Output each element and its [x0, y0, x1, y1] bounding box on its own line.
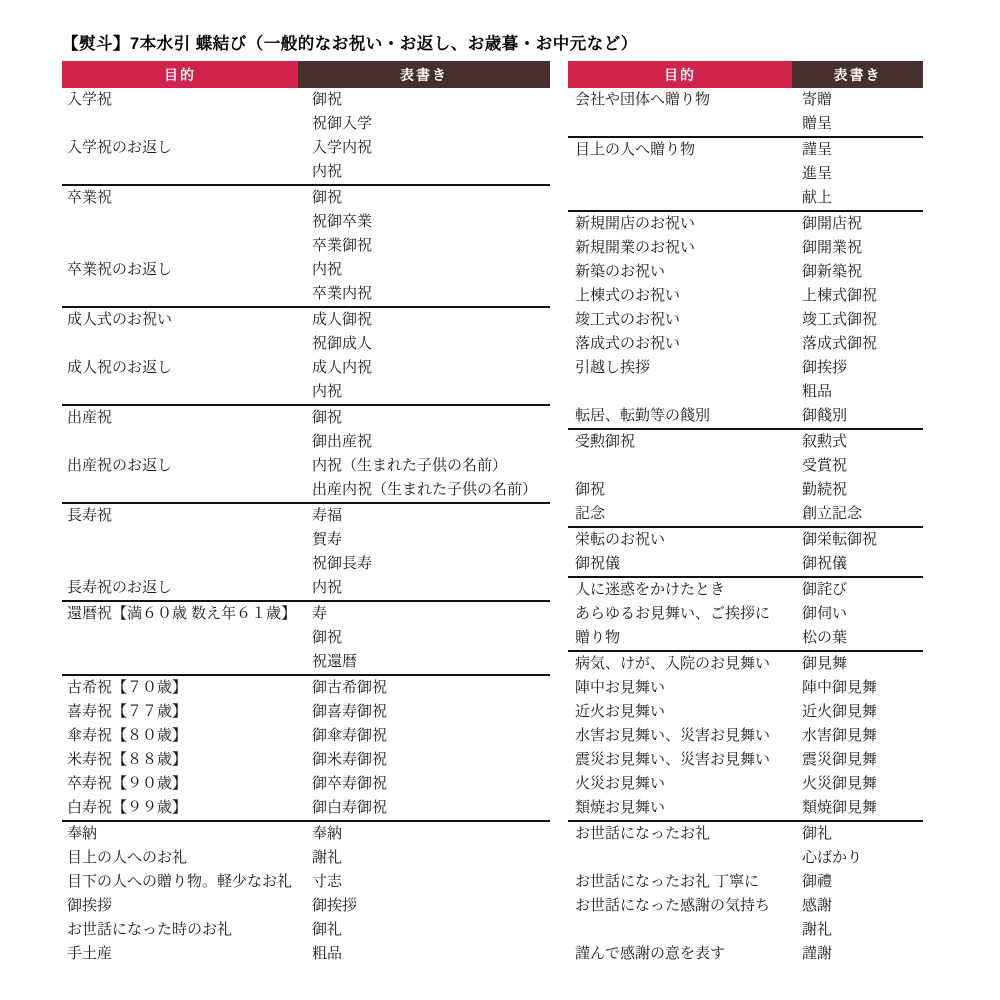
inscription-cell: 竣工式御祝: [802, 311, 878, 328]
inscription-column-header: 表書き: [792, 61, 923, 88]
inscription-cell: 入学内祝: [312, 139, 373, 156]
inscription-cell: 寄贈: [802, 91, 833, 108]
table-row: [62, 528, 550, 552]
inscription-cell: 感謝: [802, 897, 833, 914]
purpose-cell: 米寿祝【８８歳】: [67, 751, 188, 768]
inscription-cell: 進呈: [802, 165, 833, 182]
inscription-cell: 謹呈: [802, 141, 833, 158]
table-row: [62, 918, 550, 942]
inscription-cell: 心ばかり: [802, 849, 863, 866]
table-section: [62, 674, 550, 820]
inscription-cell: 御米寿御祝: [312, 751, 388, 768]
table-row: [62, 186, 550, 210]
table-row: [568, 138, 923, 162]
inscription-cell: 謝礼: [802, 921, 833, 938]
inscription-cell: 御礼: [802, 825, 833, 842]
noshi-table-right: [568, 61, 923, 966]
purpose-cell: 水害お見舞い、災害お見舞い: [575, 727, 771, 744]
purpose-cell: 傘寿祝【８０歳】: [67, 727, 188, 744]
purpose-cell: 陣中お見舞い: [575, 679, 666, 696]
purpose-cell: 人に迷惑をかけたとき: [575, 581, 726, 598]
table-section: [62, 820, 550, 966]
purpose-cell: 震災お見舞い、災害お見舞い: [575, 751, 771, 768]
table-row: [62, 650, 550, 674]
purpose-cell: 奉納: [67, 825, 98, 842]
table-row: [62, 626, 550, 650]
purpose-cell: 目下の人への贈り物。軽少なお礼: [67, 873, 293, 890]
purpose-cell: [62, 528, 298, 552]
table-section: [62, 306, 550, 404]
purpose-cell: [568, 162, 792, 186]
table-row: [62, 676, 550, 700]
inscription-cell: 御出産祝: [312, 433, 373, 450]
purpose-cell: 出産祝のお返し: [67, 457, 173, 474]
table-row: [62, 772, 550, 796]
table-section: [62, 502, 550, 600]
table-row: [62, 454, 550, 478]
inscription-cell: 寸志: [312, 873, 343, 890]
purpose-cell: [62, 552, 298, 576]
purpose-cell: 記念: [575, 505, 606, 522]
inscription-cell: 御詫び: [802, 581, 848, 598]
inscription-cell: 奉納: [312, 825, 343, 842]
purpose-cell: 病気、けが、入院のお見舞い: [575, 655, 771, 672]
table-row: [568, 700, 923, 724]
table-row: [568, 918, 923, 942]
purpose-cell: 成人祝のお返し: [67, 359, 173, 376]
table-row: [568, 724, 923, 748]
inscription-cell: 御祝: [312, 629, 343, 646]
table-section: [62, 88, 550, 184]
inscription-cell: 叙勲式: [802, 433, 848, 450]
purpose-cell: 古希祝【７０歳】: [67, 679, 188, 696]
inscription-cell: 祝御長寿: [312, 555, 373, 572]
table-row: [62, 356, 550, 380]
purpose-column-header: 目的: [568, 61, 792, 88]
table-row: [568, 356, 923, 380]
inscription-column-header: 表書き: [298, 61, 550, 88]
table-row: [568, 894, 923, 918]
table-section: [568, 210, 923, 428]
inscription-cell: 卒業御祝: [312, 237, 373, 254]
table-row: [568, 502, 923, 526]
purpose-cell: 入学祝: [67, 91, 113, 108]
purpose-cell: [568, 186, 792, 210]
inscription-cell: 御祝: [312, 409, 343, 426]
purpose-cell: [62, 650, 298, 674]
table-row: [568, 284, 923, 308]
inscription-cell: 創立記念: [802, 505, 863, 522]
inscription-cell: 震災御見舞: [802, 751, 878, 768]
purpose-cell: 還暦祝【満６０歳 数え年６１歳】: [67, 605, 297, 622]
noshi-table-left: [62, 61, 550, 966]
table-row: [568, 380, 923, 404]
inscription-cell: 水害御見舞: [802, 727, 878, 744]
inscription-cell: 祝還暦: [312, 653, 358, 670]
table-row: [568, 578, 923, 602]
inscription-cell: 御開店祝: [802, 215, 863, 232]
purpose-cell: お世話になったお礼: [575, 825, 711, 842]
table-row: [62, 406, 550, 430]
table-row: [62, 724, 550, 748]
inscription-cell: 御卒寿御祝: [312, 775, 388, 792]
inscription-cell: 御古希御祝: [312, 679, 388, 696]
table-row: [62, 700, 550, 724]
purpose-cell: 贈り物: [575, 629, 621, 646]
purpose-cell: 栄転のお祝い: [575, 531, 666, 548]
table-row: [62, 822, 550, 846]
inscription-cell: 御新築祝: [802, 263, 863, 280]
table-row: [62, 210, 550, 234]
table-section: [568, 820, 923, 966]
table-row: [568, 454, 923, 478]
purpose-cell: 長寿祝: [67, 507, 113, 524]
table-section: [568, 88, 923, 136]
purpose-cell: [62, 332, 298, 356]
purpose-cell: 類焼お見舞い: [575, 799, 666, 816]
table-row: [62, 478, 550, 502]
table-header: [62, 61, 550, 88]
purpose-cell: [62, 112, 298, 136]
inscription-cell: 陣中御見舞: [802, 679, 878, 696]
purpose-cell: 目上の人へのお礼: [67, 849, 188, 866]
inscription-cell: 御見舞: [802, 655, 848, 672]
inscription-cell: 成人内祝: [312, 359, 373, 376]
purpose-cell: 落成式のお祝い: [575, 335, 681, 352]
purpose-cell: [62, 626, 298, 650]
table-row: [568, 112, 923, 136]
inscription-cell: 寿福: [312, 507, 343, 524]
inscription-cell: 御喜寿御祝: [312, 703, 388, 720]
purpose-cell: 新規開業のお祝い: [575, 239, 696, 256]
inscription-cell: 卒業内祝: [312, 285, 373, 302]
inscription-cell: 近火御見舞: [802, 703, 878, 720]
inscription-cell: 御伺い: [802, 605, 848, 622]
purpose-cell: 竣工式のお祝い: [575, 311, 681, 328]
inscription-cell: 御挨拶: [312, 897, 358, 914]
table-row: [568, 676, 923, 700]
table-row: [62, 332, 550, 356]
purpose-cell: [62, 380, 298, 404]
table-row: [568, 748, 923, 772]
table-row: [62, 160, 550, 184]
purpose-cell: 卒業祝: [67, 189, 113, 206]
purpose-cell: お世話になった時のお礼: [67, 921, 233, 938]
page-title: 【熨斗】7本水引 蝶結び（一般的なお祝い・お返し、お歳暮・お中元など）: [62, 35, 638, 53]
purpose-cell: 卒寿祝【９０歳】: [67, 775, 188, 792]
purpose-cell: [62, 234, 298, 258]
inscription-cell: 類焼御見舞: [802, 799, 878, 816]
table-row: [568, 186, 923, 210]
table-row: [568, 626, 923, 650]
table-row: [568, 88, 923, 112]
purpose-cell: お世話になったお礼 丁寧に: [575, 873, 760, 890]
purpose-cell: [568, 846, 792, 870]
inscription-cell: 御開業祝: [802, 239, 863, 256]
inscription-cell: 受賞祝: [802, 457, 848, 474]
inscription-cell: 内祝（生まれた子供の名前）: [312, 457, 508, 474]
inscription-cell: 上棟式御祝: [802, 287, 878, 304]
table-row: [62, 112, 550, 136]
purpose-cell: 出産祝: [67, 409, 113, 426]
table-row: [568, 162, 923, 186]
inscription-cell: 御祝: [312, 91, 343, 108]
purpose-cell: 入学祝のお返し: [67, 139, 173, 156]
purpose-cell: 卒業祝のお返し: [67, 261, 173, 278]
inscription-cell: 祝御卒業: [312, 213, 373, 230]
purpose-cell: 新築のお祝い: [575, 263, 666, 280]
purpose-cell: [568, 380, 792, 404]
table-section: [568, 428, 923, 526]
purpose-cell: 転居、転勤等の餞別: [575, 407, 711, 424]
purpose-cell: [62, 282, 298, 306]
table-section: [568, 650, 923, 820]
inscription-cell: 内祝: [312, 383, 343, 400]
purpose-cell: [62, 478, 298, 502]
table-row: [568, 822, 923, 846]
table-row: [62, 796, 550, 820]
table-row: [62, 258, 550, 282]
purpose-cell: 会社や団体へ贈り物: [575, 91, 711, 108]
inscription-cell: 出産内祝（生まれた子供の名前）: [312, 481, 538, 498]
table-row: [568, 236, 923, 260]
purpose-cell: あらゆるお見舞い、ご挨拶に: [575, 605, 771, 622]
table-row: [62, 308, 550, 332]
purpose-cell: [62, 210, 298, 234]
inscription-cell: 勤続祝: [802, 481, 848, 498]
table-row: [568, 212, 923, 236]
table-row: [568, 772, 923, 796]
inscription-cell: 祝御入学: [312, 115, 373, 132]
table-row: [62, 846, 550, 870]
table-row: [568, 552, 923, 576]
inscription-cell: 謹謝: [802, 945, 833, 962]
table-row: [568, 404, 923, 428]
purpose-cell: 火災お見舞い: [575, 775, 666, 792]
table-row: [568, 332, 923, 356]
table-row: [62, 504, 550, 528]
inscription-cell: 成人御祝: [312, 311, 373, 328]
inscription-cell: 松の葉: [802, 629, 848, 646]
inscription-cell: 御祝: [312, 189, 343, 206]
table-section: [568, 136, 923, 210]
purpose-cell: 手土産: [67, 945, 113, 962]
table-body: [62, 88, 550, 966]
table-section: [568, 526, 923, 576]
table-body: [568, 88, 923, 966]
table-row: [62, 380, 550, 404]
purpose-cell: お世話になった感謝の気持ち: [575, 897, 771, 914]
purpose-cell: 受勲御祝: [575, 433, 636, 450]
table-row: [568, 478, 923, 502]
table-row: [568, 528, 923, 552]
table-section: [62, 404, 550, 502]
purpose-cell: 御挨拶: [67, 897, 113, 914]
inscription-cell: 御祝儀: [802, 555, 848, 572]
table-row: [568, 942, 923, 966]
table-row: [62, 870, 550, 894]
purpose-cell: [568, 918, 792, 942]
purpose-cell: 目上の人へ贈り物: [575, 141, 696, 158]
table-row: [62, 552, 550, 576]
table-section: [62, 600, 550, 674]
table-row: [568, 430, 923, 454]
table-row: [62, 894, 550, 918]
table-row: [62, 430, 550, 454]
table-header: [568, 61, 923, 88]
inscription-cell: 粗品: [802, 383, 833, 400]
inscription-cell: 御挨拶: [802, 359, 848, 376]
purpose-cell: [568, 454, 792, 478]
purpose-cell: 長寿祝のお返し: [67, 579, 173, 596]
purpose-cell: 上棟式のお祝い: [575, 287, 681, 304]
inscription-cell: 御餞別: [802, 407, 848, 424]
inscription-cell: 贈呈: [802, 115, 833, 132]
table-row: [568, 308, 923, 332]
table-row: [62, 602, 550, 626]
table-row: [568, 260, 923, 284]
table-row: [568, 796, 923, 820]
inscription-cell: 内祝: [312, 579, 343, 596]
purpose-cell: 御祝儀: [575, 555, 621, 572]
table-row: [62, 88, 550, 112]
purpose-cell: 御祝: [575, 481, 606, 498]
inscription-cell: 献上: [802, 189, 833, 206]
table-row: [62, 748, 550, 772]
purpose-cell: [568, 112, 792, 136]
purpose-cell: 喜寿祝【７７歳】: [67, 703, 188, 720]
table-row: [568, 602, 923, 626]
table-section: [568, 576, 923, 650]
table-row: [62, 282, 550, 306]
table-row: [62, 136, 550, 160]
purpose-cell: [62, 160, 298, 184]
purpose-cell: 新規開店のお祝い: [575, 215, 696, 232]
inscription-cell: 粗品: [312, 945, 343, 962]
table-row: [568, 870, 923, 894]
inscription-cell: 御禮: [802, 873, 833, 890]
inscription-cell: 御礼: [312, 921, 343, 938]
inscription-cell: 寿: [312, 605, 328, 622]
purpose-cell: 謹んで感謝の意を表す: [575, 945, 726, 962]
table-row: [568, 846, 923, 870]
purpose-cell: 成人式のお祝い: [67, 311, 173, 328]
table-row: [62, 576, 550, 600]
inscription-cell: 内祝: [312, 163, 343, 180]
purpose-column-header: 目的: [62, 61, 298, 88]
inscription-cell: 御傘寿御祝: [312, 727, 388, 744]
inscription-cell: 御白寿御祝: [312, 799, 388, 816]
purpose-cell: [62, 430, 298, 454]
table-row: [62, 234, 550, 258]
table-row: [568, 652, 923, 676]
inscription-cell: 内祝: [312, 261, 343, 278]
inscription-cell: 謝礼: [312, 849, 343, 866]
inscription-cell: 落成式御祝: [802, 335, 878, 352]
inscription-cell: 火災御見舞: [802, 775, 878, 792]
inscription-cell: 賀寿: [312, 531, 343, 548]
table-row: [62, 942, 550, 966]
purpose-cell: 引越し挨拶: [575, 359, 651, 376]
purpose-cell: 白寿祝【９９歳】: [67, 799, 188, 816]
inscription-cell: 御栄転御祝: [802, 531, 878, 548]
purpose-cell: 近火お見舞い: [575, 703, 666, 720]
table-section: [62, 184, 550, 306]
inscription-cell: 祝御成人: [312, 335, 373, 352]
